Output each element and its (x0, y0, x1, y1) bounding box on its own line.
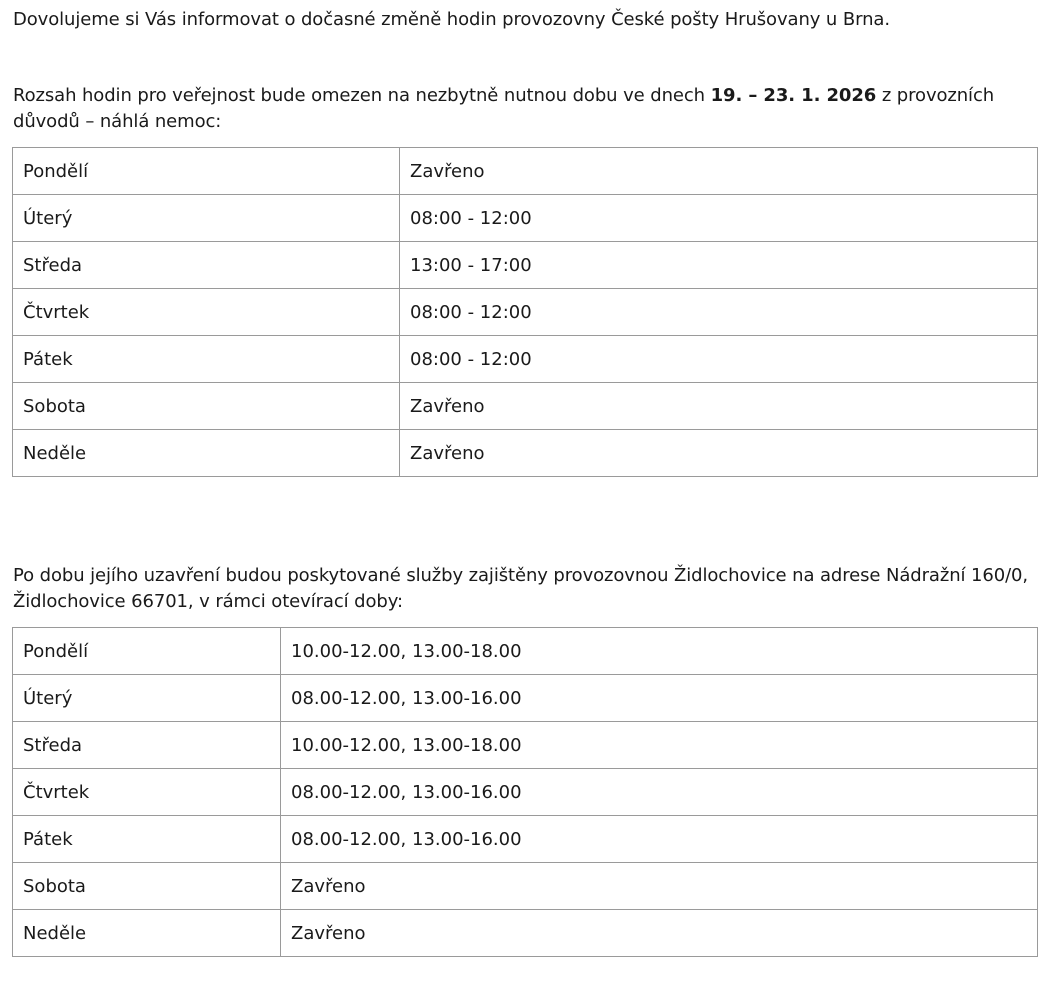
hours-cell: Zavřeno (281, 910, 1038, 957)
day-cell: Sobota (13, 383, 400, 430)
day-cell: Neděle (13, 910, 281, 957)
table-row (13, 769, 1038, 816)
table-row (13, 722, 1038, 769)
hours-cell: 08.00-12.00, 13.00-16.00 (281, 675, 1038, 722)
restricted-hours-table (12, 147, 1038, 477)
alternative-office-text: Po dobu jejího uzavření budou poskytované služby zajištěny provozovnou Židlochovice na adrese Nádražní 160/0, Židlochovice 66701, v rámci otevírací doby: (13, 565, 1029, 612)
day-cell: Čtvrtek (13, 769, 281, 816)
hours-cell: 08:00 - 12:00 (400, 195, 1038, 242)
table-row (13, 628, 1038, 675)
hours-cell: 13:00 - 17:00 (400, 242, 1038, 289)
hours-cell: 08.00-12.00, 13.00-16.00 (281, 816, 1038, 863)
hours-cell: 08:00 - 12:00 (400, 336, 1038, 383)
notice-text-after: z provozních důvodů – náhlá nemoc: (13, 85, 995, 132)
table-row (13, 430, 1038, 477)
hours-cell: Zavřeno (400, 430, 1038, 477)
day-cell: Čtvrtek (13, 289, 400, 336)
hours-cell: Zavřeno (400, 148, 1038, 195)
table-row (13, 910, 1038, 957)
day-cell: Sobota (13, 863, 281, 910)
day-cell: Středa (13, 722, 281, 769)
notice-text-before: Rozsah hodin pro veřejnost bude omezen na nezbytně nutnou dobu ve dnech (13, 85, 711, 106)
day-cell: Úterý (13, 195, 400, 242)
day-cell: Středa (13, 242, 400, 289)
closure-notice (13, 83, 1043, 135)
table-row (13, 289, 1038, 336)
table-row (13, 148, 1038, 195)
table-row (13, 336, 1038, 383)
table-row (13, 383, 1038, 430)
hours-cell: 08.00-12.00, 13.00-16.00 (281, 769, 1038, 816)
day-cell: Pondělí (13, 148, 400, 195)
closure-dates: 19. – 23. 1. 2026 (710, 85, 877, 106)
table-row (13, 863, 1038, 910)
hours-cell: Zavřeno (281, 863, 1038, 910)
hours-cell: Zavřeno (400, 383, 1038, 430)
hours-cell: 08:00 - 12:00 (400, 289, 1038, 336)
intro-text: Dovolujeme si Vás informovat o dočasné změně hodin provozovny České pošty Hrušovany u Brna. (13, 9, 890, 30)
table-row (13, 195, 1038, 242)
day-cell: Pátek (13, 336, 400, 383)
hours-cell: 10.00-12.00, 13.00-18.00 (281, 628, 1038, 675)
hours-cell: 10.00-12.00, 13.00-18.00 (281, 722, 1038, 769)
day-cell: Neděle (13, 430, 400, 477)
alternative-hours-table (12, 627, 1038, 957)
table-row (13, 242, 1038, 289)
day-cell: Pondělí (13, 628, 281, 675)
day-cell: Úterý (13, 675, 281, 722)
table-row (13, 816, 1038, 863)
day-cell: Pátek (13, 816, 281, 863)
table-row (13, 675, 1038, 722)
